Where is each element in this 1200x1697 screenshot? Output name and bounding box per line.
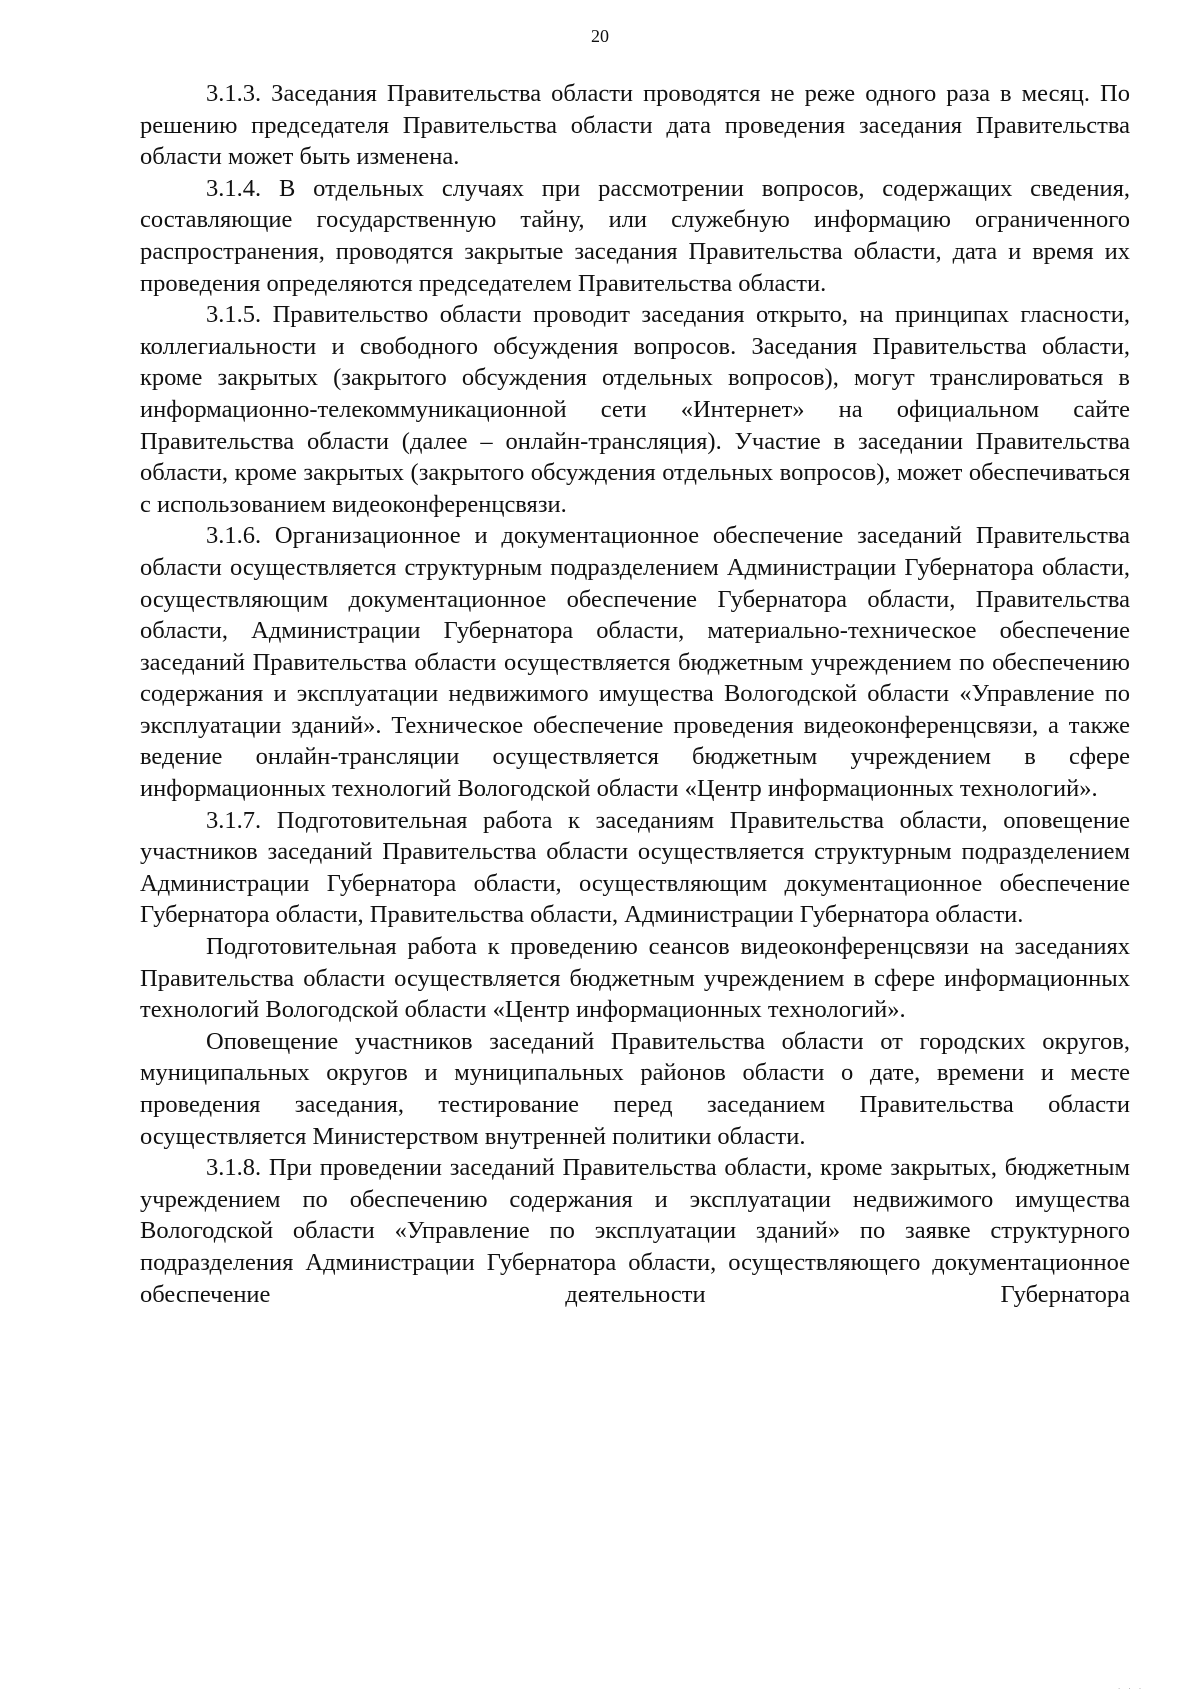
paragraph-3-1-8: 3.1.8. При проведении заседаний Правительства области, кроме закрытых, бюджетным учреждением по обеспечению содержания и эксплуатации недвижимого имущества Вологодской области «Управление по эксплуатации зданий» по заявке структурного подразделения Администрации Губернатора области, осуществляющего документационное обеспечение деятельности Губернатора: [140, 1154, 1130, 1308]
paragraph-participant-notification: Оповещение участников заседаний Правительства области от городских округов, муниципальных округов и муниципальных районов области о дате, времени и месте проведения заседания, тестирование перед заседанием Правительства области осуществляется Министерством внутренней политики области.: [140, 1027, 1130, 1150]
paragraph-3-1-4: 3.1.4. В отдельных случаях при рассмотрении вопросов, содержащих сведения, составляющие государственную тайну, или служебную информацию ограниченного распространения, проводятся закрытые заседания Правительства области, дата и время их проведения определяются председателем Правительства области.: [140, 174, 1130, 297]
paragraph-3-1-6: 3.1.6. Организационное и документационное обеспечение заседаний Правительства области осуществляется структурным подразделением Администрации Губернатора области, осуществляющим документационное обеспечение Губернатора области, Правительства области, Администрации Губернатора области, материально-техническое обеспечение заседаний Правительства области осуществляется бюджетным учреждением по обеспечению содержания и эксплуатации недвижимого имущества Вологодской области «Управление по эксплуатации зданий». Техническое обеспечение проведения видеоконференцсвязи, а также ведение онлайн-трансляции осуществляется бюджетным учреждением в сфере информационных технологий Вологодской области «Центр информационных технологий».: [140, 522, 1130, 803]
paragraph-videoconference-preparation: Подготовительная работа к проведению сеансов видеоконференцсвязи на заседаниях Правительства области осуществляется бюджетным учреждением в сфере информационных технологий Вологодской области «Центр информационных технологий».: [140, 933, 1130, 1024]
paragraph-3-1-5: 3.1.5. Правительство области проводит заседания открыто, на принципах гласности, коллегиальности и свободного обсуждения вопросов. Заседания Правительства области, кроме закрытых (закрытого обсуждения отдельных вопросов), могут транслироваться в информационно-телекоммуникационной сети «Интернет» на официальном сайте Правительства области (далее – онлайн-трансляция). Участие в заседании Правительства области, кроме закрытых (закрытого обсуждения отдельных вопросов), может обеспечиваться с использованием видеоконференцсвязи.: [140, 301, 1130, 518]
page-number: 20: [591, 26, 609, 46]
paragraph-3-1-7: 3.1.7. Подготовительная работа к заседаниям Правительства области, оповещение участников заседаний Правительства области осуществляется структурным подразделением Администрации Губернатора области, осуществляющим документационное обеспечение Губернатора области, Правительства области, Администрации Губернатора области.: [140, 806, 1130, 929]
paragraph-3-1-3: 3.1.3. Заседания Правительства области проводятся не реже одного раза в месяц. По решению председателя Правительства области дата проведения заседания Правительства области может быть изменена.: [140, 80, 1130, 171]
document-body: [140, 78, 1130, 1310]
scan-edge-mark: · · ·: [1118, 1685, 1145, 1693]
